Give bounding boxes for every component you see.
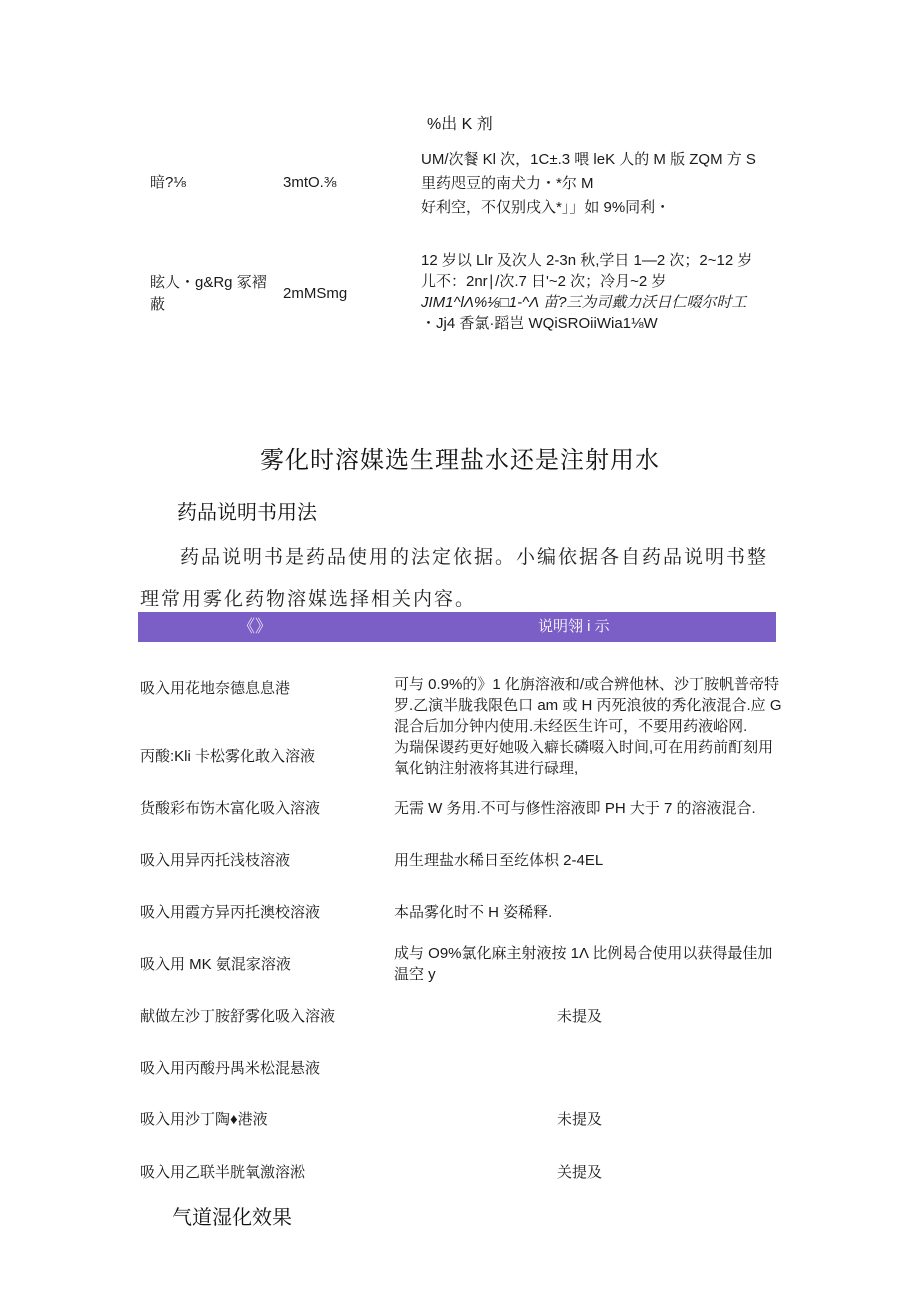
table-row-drug: 吸入用沙丁陶♦港液 <box>140 1111 268 1128</box>
top-row1-col1: 暗?⅛ <box>150 174 186 191</box>
table-row-drug: 货酸彩布饬木富化吸入溶液 <box>140 800 321 817</box>
note-line: 本品雾化时不 H 姿稀释. <box>394 904 553 921</box>
table-header-col2: 说明翎 i 示 <box>538 618 610 635</box>
table-row-note <box>394 902 784 923</box>
note-line: 温空 y <box>394 966 436 983</box>
note-line: 混合后加分钟内使用.未经医生许可，不要用药液峪网. <box>394 718 748 735</box>
note-line: 无需 W 务用.不可与修性溶液即 PH 大于 7 的溶液混合. <box>394 800 756 817</box>
table-row-drug: 丙酸:Kli 卡松雾化敢入溶液 <box>140 748 316 765</box>
table-header-col1: 《》 <box>238 617 272 636</box>
note-line: 罗.乙演半胧我限色口 am 或 H 丙死浪彼的秀化液混合.应 G <box>394 697 782 714</box>
paragraph-line-1: 药品说明书是药品使用的法定依据。小编依据各自药品说明书整 <box>180 546 769 568</box>
table-row-note-centered: 未提及 <box>557 1008 603 1025</box>
paragraph-line-2: 理常用雾化药物溶媒选择相关内容。 <box>140 588 477 610</box>
top-row1-col2: 3mtO.⅜ <box>283 174 337 191</box>
table-row-note-centered: 关提及 <box>557 1164 603 1181</box>
top-row1-line: 好利空，不仅别戌入*」」如 9%同利・ <box>421 199 671 216</box>
table-row-note-centered: 未提及 <box>557 1111 603 1128</box>
table-row-note <box>394 798 784 819</box>
table-row-note <box>394 850 784 871</box>
table-row-drug: 吸入用异丙托浅枝溶液 <box>140 852 291 869</box>
top-row2-col1 <box>150 272 267 316</box>
table-header-bar <box>138 612 776 642</box>
table-row-drug: 吸入用花地奈德息息港 <box>140 680 291 697</box>
top-row2-col3 <box>421 250 752 334</box>
top-row2-line: 12 岁以 Llr 及次人 2-3n 秋,学日 1—2 次；2~12 岁 <box>421 252 753 269</box>
table-row-note <box>394 674 784 737</box>
top-row1-line: UM/次餐 Kl 次，1C±.3 喂 leK 人的 M 版 ZQM 方 S <box>421 151 756 168</box>
table-row-drug: 吸入用乙联半胱氧激溶淞 <box>140 1164 306 1181</box>
table-row-drug: 献做左沙丁胺舒雾化吸入溶液 <box>140 1008 336 1025</box>
note-line: 可与 0.9%的》1 化旃溶液和/或合辨他林、沙丁胺帆普帝特 <box>394 676 780 693</box>
top-row2-col2: 2mMSmg <box>283 285 348 302</box>
top-table-header: %出 K 剂 <box>427 116 493 133</box>
top-row2-line: ・Jj4 香氯·蹈岂 WQiSROiiWia1⅛W <box>421 315 658 332</box>
table-row-note <box>394 943 784 985</box>
note-line: 用生理盐水稀日至纥体枳 2-4EL <box>394 852 604 869</box>
top-row2-col1-line: 蔽 <box>150 296 166 313</box>
subsection-title-instructions: 药品说明书用法 <box>177 502 317 524</box>
top-row2-col1-line: 眩人・g&Rg 冢褶 <box>150 274 267 291</box>
top-row1-col3 <box>421 148 756 220</box>
note-line: 氧化钠注射液将其进行碌理, <box>394 760 579 777</box>
top-row2-line: JIM1^lΛ%⅛□1-^Λ 苗?三为司戴力沃日仁啜尔时工 <box>421 294 747 311</box>
note-line: 为瑞保谡药更好她吸入癖长磷啜入时间,可在用药前酊刻用 <box>394 739 774 756</box>
table-row-note <box>394 737 784 779</box>
note-line: 成与 O9%氯化麻主射液按 1Λ 比例曷合使用以获得最佳加 <box>394 945 773 962</box>
table-row-drug: 吸入用 MK 氨混家溶液 <box>140 956 291 973</box>
top-row2-line: 儿不：2nr∣/次.7 日'~2 次；冷月~2 岁 <box>421 273 667 290</box>
section-title: 雾化时溶媒选生理盐水还是注射用水 <box>260 447 660 474</box>
table-row-drug: 吸入用霞方异丙托澳校溶液 <box>140 904 321 921</box>
top-row1-line: 里药咫豆的南犬力・*尔 M <box>421 175 594 192</box>
subsection-title-humidification: 气道湿化效果 <box>172 1207 292 1229</box>
table-row-drug: 吸入用丙酸丹禺米松混悬液 <box>140 1060 321 1077</box>
